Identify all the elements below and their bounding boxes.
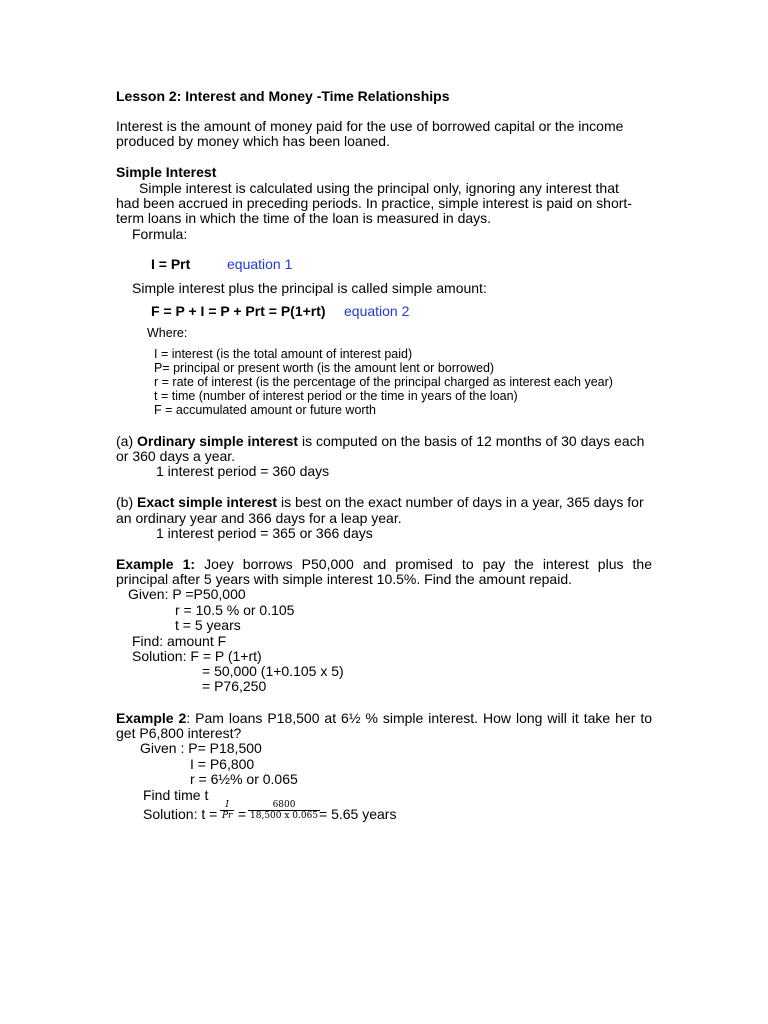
example-2-given: Given : P= P18,500 [140, 740, 262, 756]
ordinary-term: Ordinary simple interest [137, 433, 299, 449]
equals-sign: = [238, 806, 247, 822]
example-2-result: = 5.65 years [319, 806, 397, 822]
exact-prefix: (b) [116, 494, 137, 510]
ordinary-prefix: (a) [116, 433, 137, 449]
example-1-text: Joey borrows P50,000 and promised to pay the interest plus the [195, 556, 652, 572]
example-2-label: Example 2 [116, 710, 187, 726]
ordinary-interest-line-2: or 360 days a year. [116, 448, 236, 464]
fraction-6800-over-product [248, 800, 320, 821]
definition-time: t = time (number of interest period or the time in years of the loan) [154, 389, 518, 403]
example-1-rate: r = 10.5 % or 0.105 [175, 602, 295, 618]
example-2-rate: r = 6½% or 0.065 [190, 771, 298, 787]
example-1-solution-1: Solution: F = P (1+rt) [132, 648, 262, 664]
exact-rest: is best on the exact number of days in a year, 365 days for [277, 494, 644, 510]
exact-term: Exact simple interest [137, 494, 278, 510]
example-2-solution-prefix: Solution: t = [143, 806, 218, 822]
example-1-find: Find: amount F [132, 633, 227, 649]
example-2-line-2: get P6,800 interest? [116, 725, 242, 741]
lesson-title: Lesson 2: Interest and Money -Time Relationships [116, 88, 450, 104]
definition-future-worth: F = accumulated amount or future worth [154, 403, 376, 417]
example-1-solution-3: = P76,250 [202, 678, 267, 694]
equation-2: F = P + I = P + Prt = P(1+rt) [151, 303, 326, 319]
ordinary-interest-line-1 [116, 433, 644, 449]
equation-1: I = Prt [151, 256, 191, 272]
simple-amount-text: Simple interest plus the principal is called simple amount: [132, 280, 487, 296]
simple-interest-heading: Simple Interest [116, 164, 217, 180]
definition-rate: r = rate of interest (is the percentage of the principal charged as interest each year) [154, 375, 613, 389]
example-1-label: Example 1: [116, 556, 196, 572]
fraction-2-denominator: 18,500 x 0.065 [250, 811, 319, 821]
intro-line-2: produced by money which has been loaned. [116, 133, 390, 149]
fraction-i-over-pr [220, 800, 234, 821]
formula-label: Formula: [132, 226, 188, 242]
example-1-time: t = 5 years [175, 617, 241, 633]
fraction-1-denominator: Pr [222, 811, 233, 821]
example-2-line-1 [116, 710, 652, 726]
definition-interest: I = interest (is the total amount of interest paid) [154, 347, 413, 361]
example-2-find: Find time t [143, 787, 209, 803]
example-2-interest: I = P6,800 [190, 756, 255, 772]
example-1-solution-2: = 50,000 (1+0.105 x 5) [202, 663, 344, 679]
simple-para-line-1: Simple interest is calculated using the principal only, ignoring any interest that [139, 180, 619, 196]
ordinary-rest: is computed on the basis of 12 months of 30 days each [298, 433, 645, 449]
simple-para-line-2: had been accrued in preceding periods. In practice, simple interest is paid on short- [116, 195, 632, 211]
equation-2-label: equation 2 [344, 303, 410, 319]
exact-interest-line-2: an ordinary year and 366 days for a leap year. [116, 510, 402, 526]
definition-principal: P= principal or present worth (is the amount lent or borrowed) [154, 361, 495, 375]
example-1-line-1 [116, 556, 652, 572]
example-2-text: : Pam loans P18,500 at 6½ % simple interest. How long will it take her to [186, 710, 652, 726]
equation-1-label: equation 1 [227, 256, 293, 272]
exact-interest-line-1 [116, 494, 644, 510]
fraction-2-numerator: 6800 [272, 800, 296, 810]
fraction-1-numerator: I [225, 800, 229, 810]
intro-line-1: Interest is the amount of money paid for the use of borrowed capital or the income [116, 118, 624, 134]
example-1-given: Given: P =P50,000 [128, 586, 246, 602]
where-label: Where: [147, 326, 188, 340]
ordinary-period: 1 interest period = 360 days [156, 463, 330, 479]
simple-para-line-3: term loans in which the time of the loan is measured in days. [116, 210, 492, 226]
exact-period: 1 interest period = 365 or 366 days [156, 525, 373, 541]
example-1-line-2: principal after 5 years with simple interest 10.5%. Find the amount repaid. [116, 571, 573, 587]
